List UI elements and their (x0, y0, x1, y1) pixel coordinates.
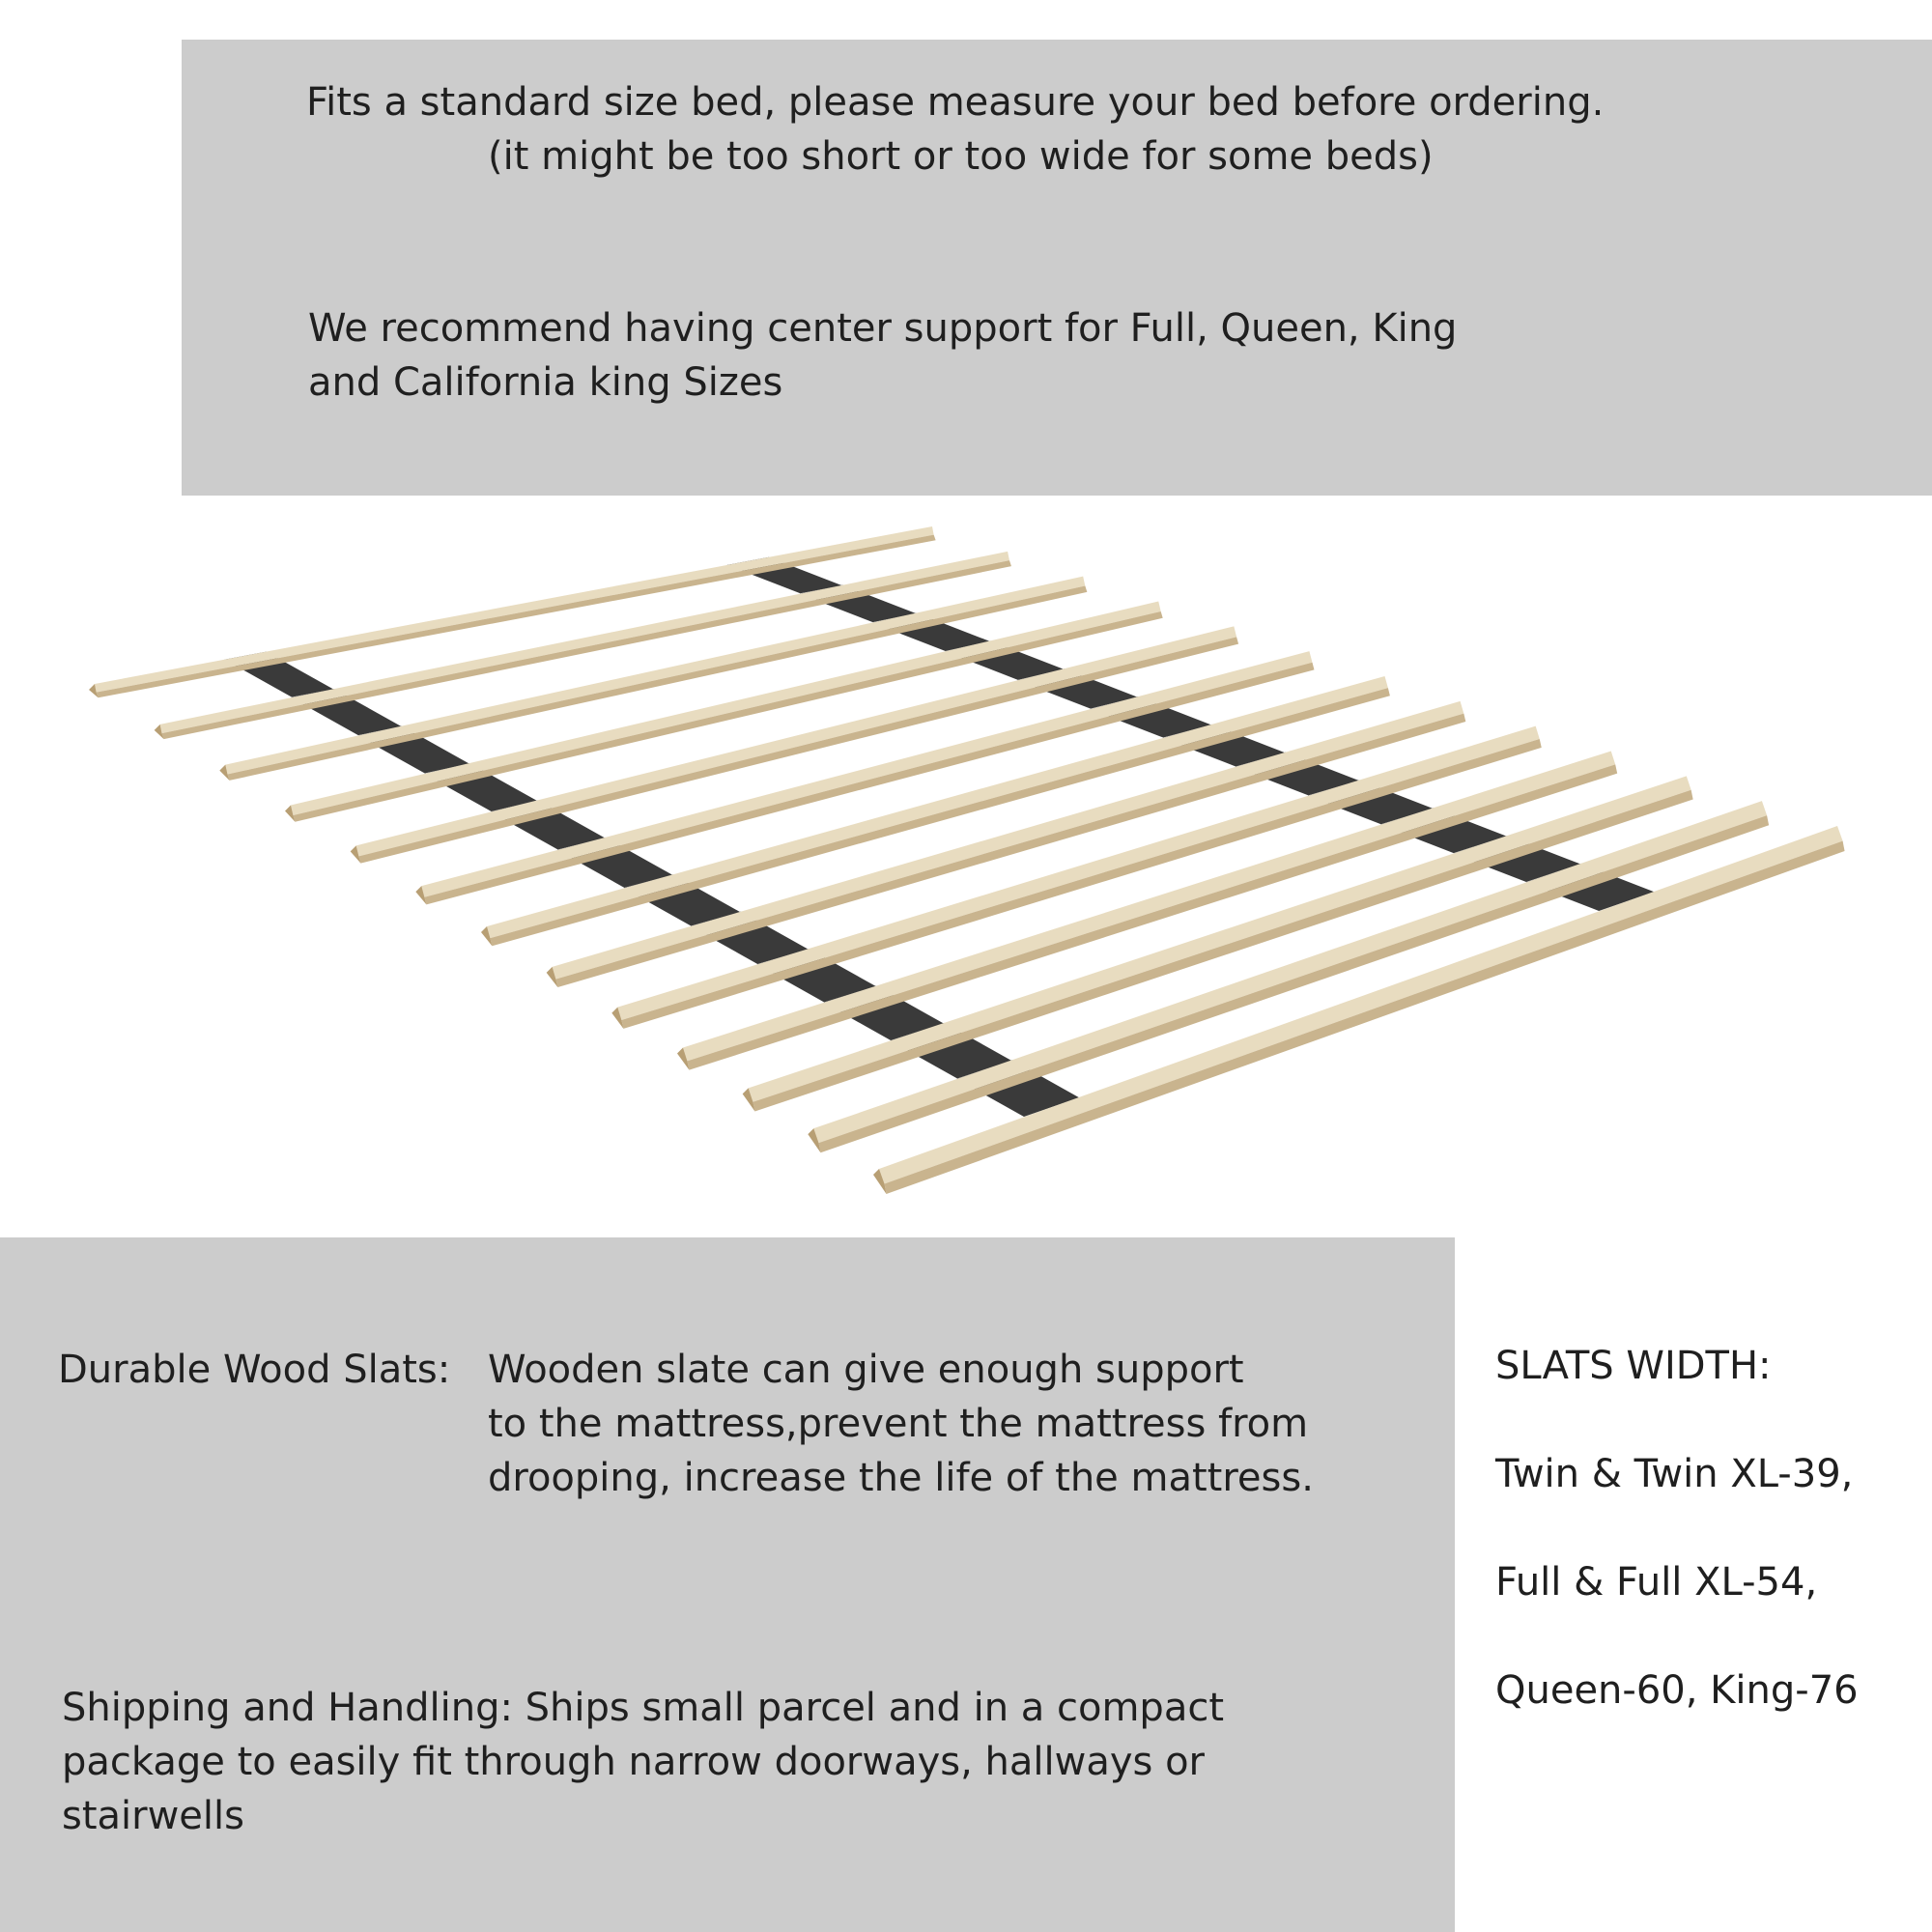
slats-width-twin: Twin & Twin XL-39, (1495, 1452, 1854, 1496)
shipping-line-1: Shipping and Handling: Ships small parcel and in a compact (62, 1686, 1225, 1730)
slats-width-queen-king: Queen-60, King-76 (1495, 1668, 1859, 1713)
shipping-line-2: package to easily fit through narrow doorways, hallways or (62, 1740, 1205, 1784)
bed-slats-image (0, 502, 1932, 1198)
wood-slat (415, 651, 1314, 904)
durable-slats-line-1: Wooden slate can give enough support (488, 1348, 1244, 1392)
durable-slats-line-2: to the mattress,prevent the mattress from (488, 1402, 1309, 1446)
slats-width-title: SLATS WIDTH: (1495, 1344, 1772, 1388)
fit-note-line-1: Fits a standard size bed, please measure your bed before ordering. (306, 80, 1605, 125)
fit-note-line-2: (it might be too short or too wide for some beds) (488, 134, 1434, 179)
wood-slat (89, 526, 936, 697)
recommend-note-line-1: We recommend having center support for Full, Queen, King (308, 306, 1458, 351)
durable-slats-label: Durable Wood Slats: (58, 1348, 451, 1392)
durable-slats-line-3: drooping, increase the life of the mattress. (488, 1456, 1314, 1500)
shipping-line-3: stairwells (62, 1794, 244, 1838)
recommend-note-line-2: and California king Sizes (308, 360, 783, 405)
wood-slat (155, 552, 1011, 739)
slats-width-full: Full & Full XL-54, (1495, 1560, 1818, 1605)
